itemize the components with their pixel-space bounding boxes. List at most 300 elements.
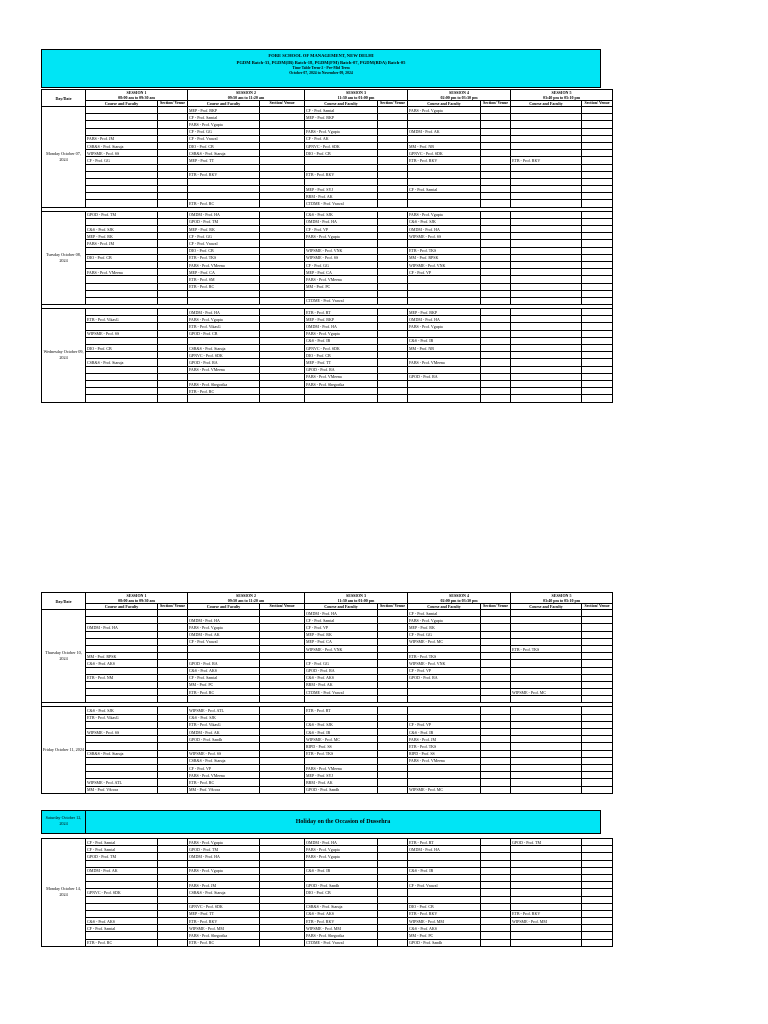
venue-cell bbox=[378, 867, 408, 874]
venue-cell bbox=[481, 750, 511, 757]
course-cell: C&S - Prof. AKS bbox=[305, 910, 378, 917]
venue-cell bbox=[378, 750, 408, 757]
venue-cell bbox=[260, 874, 305, 881]
course-cell bbox=[408, 135, 481, 142]
course-cell bbox=[86, 283, 158, 290]
course-cell bbox=[86, 309, 158, 316]
course-cell: MEP - Prof. BKP bbox=[305, 316, 378, 323]
venue-cell bbox=[260, 689, 305, 696]
course-faculty-header: Course and Faculty bbox=[305, 604, 378, 610]
venue-cell bbox=[260, 714, 305, 721]
course-cell: WIPSME - Prof. VNK bbox=[305, 645, 378, 652]
course-cell: FABS - Prof. Shegorika bbox=[188, 380, 260, 387]
session-name: SESSION 3 bbox=[346, 593, 366, 598]
venue-cell bbox=[582, 128, 613, 135]
venue-cell bbox=[481, 395, 511, 402]
course-cell bbox=[511, 772, 582, 779]
course-cell: CSR&S - Prof. Staruja bbox=[188, 345, 260, 352]
venue-cell bbox=[260, 910, 305, 917]
venue-cell bbox=[158, 121, 188, 128]
venue-cell bbox=[158, 846, 188, 853]
venue-cell bbox=[481, 352, 511, 359]
table-row bbox=[42, 772, 613, 779]
session-time: 02:00 pm to 03:30 pm bbox=[440, 598, 478, 603]
day-date-cell: Tuesday October 08, 2024 bbox=[42, 211, 86, 304]
course-cell: CF - Prof. GG bbox=[86, 157, 158, 164]
venue-cell bbox=[582, 932, 613, 939]
course-cell bbox=[86, 395, 158, 402]
venue-cell bbox=[158, 297, 188, 304]
venue-cell bbox=[378, 107, 408, 114]
venue-cell bbox=[260, 645, 305, 652]
course-cell bbox=[408, 276, 481, 283]
venue-cell bbox=[481, 233, 511, 240]
course-cell bbox=[86, 128, 158, 135]
course-cell bbox=[408, 171, 481, 178]
venue-cell bbox=[481, 696, 511, 703]
course-cell bbox=[511, 667, 582, 674]
venue-cell bbox=[582, 925, 613, 932]
venue-cell bbox=[582, 882, 613, 889]
course-cell: FABS - Prof. VMeena bbox=[188, 366, 260, 373]
venue-cell bbox=[582, 261, 613, 268]
course-cell: OMDM - Prof. HA bbox=[408, 316, 481, 323]
venue-cell bbox=[582, 874, 613, 881]
course-cell: WIPSME - Prof. VNK bbox=[305, 247, 378, 254]
course-cell bbox=[86, 178, 158, 185]
course-cell bbox=[86, 910, 158, 917]
course-cell bbox=[188, 645, 260, 652]
course-cell bbox=[511, 233, 582, 240]
venue-cell bbox=[378, 323, 408, 330]
course-cell: GPOD - Prof. RA bbox=[188, 359, 260, 366]
table-row bbox=[42, 653, 613, 660]
venue-cell bbox=[481, 345, 511, 352]
day-date-cell: Wednesday October 09, 2024 bbox=[42, 309, 86, 402]
course-cell: C&S - Prof. SJK bbox=[188, 714, 260, 721]
section-venue-header: Section/ Venue bbox=[481, 101, 511, 107]
course-cell: GPOD - Prof. Sandh bbox=[408, 939, 481, 946]
venue-cell bbox=[582, 757, 613, 764]
venue-cell bbox=[481, 186, 511, 193]
course-cell bbox=[188, 193, 260, 200]
venue-cell bbox=[582, 135, 613, 142]
course-cell: DIO - Prof. CB bbox=[86, 345, 158, 352]
venue-cell bbox=[158, 757, 188, 764]
venue-cell bbox=[582, 330, 613, 337]
course-cell bbox=[511, 276, 582, 283]
venue-cell bbox=[260, 247, 305, 254]
venue-cell bbox=[158, 660, 188, 667]
venue-cell bbox=[158, 610, 188, 617]
venue-cell bbox=[378, 226, 408, 233]
course-cell bbox=[86, 681, 158, 688]
venue-cell bbox=[481, 193, 511, 200]
venue-cell bbox=[582, 610, 613, 617]
venue-cell bbox=[378, 645, 408, 652]
course-cell bbox=[511, 240, 582, 247]
course-cell bbox=[511, 269, 582, 276]
table-row bbox=[42, 276, 613, 283]
session-name: SESSION 4 bbox=[449, 90, 469, 95]
venue-cell bbox=[582, 359, 613, 366]
day-date-cell: Thursday October 10, 2024 bbox=[42, 610, 86, 703]
course-cell: OMDM - Prof. AK bbox=[188, 631, 260, 638]
course-cell bbox=[511, 721, 582, 728]
venue-cell bbox=[481, 316, 511, 323]
venue-cell bbox=[582, 939, 613, 946]
course-cell: CF - Prof. GG bbox=[188, 233, 260, 240]
table-row bbox=[42, 918, 613, 925]
venue-cell bbox=[481, 330, 511, 337]
table-row bbox=[42, 395, 613, 402]
venue-cell bbox=[582, 297, 613, 304]
course-cell: BRM - Prof. AK bbox=[305, 779, 378, 786]
course-cell bbox=[511, 309, 582, 316]
table-row bbox=[42, 323, 613, 330]
venue-cell bbox=[481, 388, 511, 395]
course-cell: MEP - Prof. TT bbox=[188, 157, 260, 164]
course-cell: CSR&S - Prof. Staruja bbox=[188, 889, 260, 896]
course-cell bbox=[408, 874, 481, 881]
venue-cell bbox=[582, 696, 613, 703]
term-line: Time Table Term-2 - Pre-Mid Term bbox=[292, 66, 350, 70]
venue-cell bbox=[158, 283, 188, 290]
course-cell: MEP - Prof. RK bbox=[86, 233, 158, 240]
table-row bbox=[42, 707, 613, 714]
venue-cell bbox=[481, 772, 511, 779]
venue-cell bbox=[378, 674, 408, 681]
session-time: 03:40 pm to 05:10 pm bbox=[542, 95, 581, 100]
venue-cell bbox=[582, 860, 613, 867]
venue-cell bbox=[260, 839, 305, 846]
course-cell bbox=[511, 743, 582, 750]
section-venue-header: Section/ Venue bbox=[260, 101, 305, 107]
venue-cell bbox=[582, 380, 613, 387]
course-cell: ETB - Prof. TKS bbox=[408, 247, 481, 254]
course-cell bbox=[188, 297, 260, 304]
venue-cell bbox=[260, 617, 305, 624]
venue-cell bbox=[481, 736, 511, 743]
venue-cell bbox=[582, 233, 613, 240]
venue-cell bbox=[158, 114, 188, 121]
course-cell bbox=[86, 121, 158, 128]
table-row bbox=[42, 254, 613, 261]
table-row bbox=[42, 939, 613, 946]
course-cell: FABS - Prof. VMeena bbox=[188, 772, 260, 779]
venue-cell bbox=[158, 269, 188, 276]
venue-cell bbox=[378, 653, 408, 660]
course-cell: FABS - Prof. Vgupta bbox=[408, 323, 481, 330]
venue-cell bbox=[582, 910, 613, 917]
venue-cell bbox=[260, 345, 305, 352]
course-cell: OMDM - Prof. HA bbox=[188, 617, 260, 624]
venue-cell bbox=[481, 903, 511, 910]
day-date-cell: Monday October 07, 2024 bbox=[42, 107, 86, 208]
course-cell bbox=[305, 290, 378, 297]
venue-cell bbox=[378, 853, 408, 860]
course-cell: MEP - Prof. BKP bbox=[408, 309, 481, 316]
venue-cell bbox=[481, 380, 511, 387]
course-cell bbox=[511, 373, 582, 380]
venue-cell bbox=[158, 150, 188, 157]
venue-cell bbox=[481, 674, 511, 681]
session-header bbox=[188, 90, 305, 101]
course-cell: CF - Prof. Vrawal bbox=[188, 240, 260, 247]
venue-cell bbox=[158, 638, 188, 645]
course-cell bbox=[408, 297, 481, 304]
table-row bbox=[42, 240, 613, 247]
course-cell bbox=[408, 114, 481, 121]
venue-cell bbox=[158, 743, 188, 750]
venue-cell bbox=[582, 645, 613, 652]
venue-cell bbox=[158, 323, 188, 330]
venue-cell bbox=[481, 889, 511, 896]
course-cell: FABS - Prof. JM bbox=[86, 240, 158, 247]
venue-cell bbox=[260, 316, 305, 323]
session-name: SESSION 3 bbox=[346, 90, 366, 95]
course-cell: GPNVC - Prof. SDK bbox=[188, 903, 260, 910]
table-row bbox=[42, 721, 613, 728]
course-cell: BRM - Prof. AK bbox=[305, 193, 378, 200]
course-cell bbox=[511, 764, 582, 771]
venue-cell bbox=[582, 786, 613, 793]
venue-cell bbox=[158, 352, 188, 359]
course-cell: ETB - Prof. RKV bbox=[188, 171, 260, 178]
venue-cell bbox=[378, 757, 408, 764]
course-cell: FABS - Prof. Vgupta bbox=[408, 107, 481, 114]
venue-cell bbox=[260, 707, 305, 714]
timetable-week-part-2 bbox=[41, 592, 613, 794]
venue-cell bbox=[481, 653, 511, 660]
venue-cell bbox=[260, 193, 305, 200]
venue-cell bbox=[158, 910, 188, 917]
venue-cell bbox=[582, 337, 613, 344]
venue-cell bbox=[378, 121, 408, 128]
section-venue-header: Section/ Venue bbox=[158, 101, 188, 107]
course-cell: ETB - Prof. SM bbox=[188, 276, 260, 283]
venue-cell bbox=[481, 721, 511, 728]
venue-cell bbox=[582, 779, 613, 786]
venue-cell bbox=[260, 150, 305, 157]
venue-cell bbox=[582, 867, 613, 874]
course-cell: MEP - Prof. CA bbox=[188, 269, 260, 276]
course-cell: MEP - Prof. SYJ bbox=[305, 186, 378, 193]
section-venue-header: Section/ Venue bbox=[378, 604, 408, 610]
section-venue-header: Section/ Venue bbox=[158, 604, 188, 610]
table-row bbox=[42, 867, 613, 874]
course-cell bbox=[86, 631, 158, 638]
course-cell: BRM - Prof. AK bbox=[305, 681, 378, 688]
course-cell bbox=[86, 380, 158, 387]
course-cell: DIO - Prof. CB bbox=[86, 254, 158, 261]
venue-cell bbox=[158, 667, 188, 674]
course-faculty-header: Course and Faculty bbox=[188, 101, 260, 107]
holiday-banner bbox=[41, 810, 601, 834]
table-row bbox=[42, 846, 613, 853]
course-cell: C&S - Prof. AKS bbox=[86, 660, 158, 667]
session-time: 11:30 am to 01:00 pm bbox=[337, 95, 375, 100]
venue-cell bbox=[260, 667, 305, 674]
course-cell bbox=[408, 193, 481, 200]
venue-cell bbox=[582, 276, 613, 283]
venue-cell bbox=[158, 903, 188, 910]
venue-cell bbox=[481, 896, 511, 903]
table-row bbox=[42, 617, 613, 624]
course-cell: C&S - Prof. IB bbox=[408, 729, 481, 736]
course-cell bbox=[408, 164, 481, 171]
venue-cell bbox=[582, 729, 613, 736]
course-cell: GPOD - Prof. CB bbox=[188, 330, 260, 337]
venue-cell bbox=[378, 839, 408, 846]
course-cell: CF - Prof. Vrawal bbox=[188, 135, 260, 142]
venue-cell bbox=[481, 309, 511, 316]
venue-cell bbox=[378, 388, 408, 395]
venue-cell bbox=[158, 736, 188, 743]
table-row bbox=[42, 330, 613, 337]
venue-cell bbox=[378, 164, 408, 171]
venue-cell bbox=[260, 846, 305, 853]
venue-cell bbox=[260, 757, 305, 764]
course-cell: CF - Prof. GG bbox=[305, 261, 378, 268]
venue-cell bbox=[481, 714, 511, 721]
venue-cell bbox=[481, 925, 511, 932]
venue-cell bbox=[481, 337, 511, 344]
venue-cell bbox=[582, 373, 613, 380]
session-header bbox=[305, 90, 408, 101]
venue-cell bbox=[260, 750, 305, 757]
course-cell bbox=[188, 178, 260, 185]
course-cell bbox=[511, 631, 582, 638]
venue-cell bbox=[481, 839, 511, 846]
venue-cell bbox=[582, 186, 613, 193]
venue-cell bbox=[481, 882, 511, 889]
course-faculty-header: Course and Faculty bbox=[86, 604, 158, 610]
course-cell: CF - Prof. Vrawal bbox=[188, 638, 260, 645]
course-cell bbox=[188, 696, 260, 703]
venue-cell bbox=[260, 164, 305, 171]
course-cell bbox=[511, 171, 582, 178]
course-cell: ETB - Prof. RKV bbox=[511, 157, 582, 164]
venue-cell bbox=[481, 150, 511, 157]
course-cell: DIO - Prof. CB bbox=[188, 142, 260, 149]
table-row bbox=[42, 150, 613, 157]
venue-cell bbox=[481, 157, 511, 164]
course-cell bbox=[511, 388, 582, 395]
section-venue-header: Section/ Venue bbox=[481, 604, 511, 610]
course-cell: FABS - Prof. VMeena bbox=[188, 261, 260, 268]
venue-cell bbox=[260, 388, 305, 395]
venue-cell bbox=[378, 874, 408, 881]
venue-cell bbox=[481, 366, 511, 373]
session-name: SESSION 2 bbox=[236, 90, 256, 95]
venue-cell bbox=[158, 107, 188, 114]
venue-cell bbox=[481, 939, 511, 946]
table-row bbox=[42, 757, 613, 764]
table-row bbox=[42, 211, 613, 218]
course-cell: MEP - Prof. CA bbox=[305, 638, 378, 645]
course-cell bbox=[188, 290, 260, 297]
venue-cell bbox=[378, 193, 408, 200]
course-cell bbox=[305, 653, 378, 660]
course-cell bbox=[408, 366, 481, 373]
course-cell: FABS - Prof. Vgupta bbox=[188, 316, 260, 323]
venue-cell bbox=[260, 178, 305, 185]
venue-cell bbox=[378, 366, 408, 373]
venue-cell bbox=[378, 218, 408, 225]
course-cell bbox=[86, 721, 158, 728]
course-cell: WIPSME - Prof. SS bbox=[86, 150, 158, 157]
venue-cell bbox=[378, 211, 408, 218]
venue-cell bbox=[158, 860, 188, 867]
course-cell: GPOD - Prof. TM bbox=[86, 211, 158, 218]
course-faculty-header: Course and Faculty bbox=[188, 604, 260, 610]
course-cell bbox=[511, 316, 582, 323]
table-row bbox=[42, 107, 613, 114]
course-cell: FABS - Prof. Shegorika bbox=[305, 380, 378, 387]
course-cell bbox=[511, 889, 582, 896]
venue-cell bbox=[260, 896, 305, 903]
course-cell: WIPSME - Prof. MC bbox=[511, 689, 582, 696]
venue-cell bbox=[158, 186, 188, 193]
venue-cell bbox=[260, 764, 305, 771]
venue-cell bbox=[260, 226, 305, 233]
venue-cell bbox=[582, 309, 613, 316]
venue-cell bbox=[481, 610, 511, 617]
venue-cell bbox=[378, 316, 408, 323]
venue-cell bbox=[158, 932, 188, 939]
course-cell: CF - Prof. Samtal bbox=[188, 114, 260, 121]
venue-cell bbox=[378, 290, 408, 297]
course-cell bbox=[408, 290, 481, 297]
table-row bbox=[42, 714, 613, 721]
venue-cell bbox=[582, 150, 613, 157]
venue-cell bbox=[260, 261, 305, 268]
venue-cell bbox=[582, 178, 613, 185]
course-cell bbox=[511, 853, 582, 860]
table-row bbox=[42, 743, 613, 750]
venue-cell bbox=[582, 707, 613, 714]
course-cell bbox=[86, 218, 158, 225]
course-cell bbox=[408, 779, 481, 786]
venue-cell bbox=[260, 142, 305, 149]
course-cell bbox=[511, 779, 582, 786]
course-cell bbox=[305, 395, 378, 402]
course-faculty-header: Course and Faculty bbox=[511, 101, 582, 107]
table-row bbox=[42, 218, 613, 225]
course-cell: ETB - Prof. VikasG bbox=[188, 323, 260, 330]
course-cell bbox=[511, 128, 582, 135]
venue-cell bbox=[158, 395, 188, 402]
course-cell bbox=[511, 290, 582, 297]
venue-cell bbox=[260, 269, 305, 276]
table-row bbox=[42, 889, 613, 896]
venue-cell bbox=[158, 624, 188, 631]
course-cell bbox=[86, 874, 158, 881]
venue-cell bbox=[158, 714, 188, 721]
venue-cell bbox=[260, 631, 305, 638]
venue-cell bbox=[378, 882, 408, 889]
venue-cell bbox=[158, 388, 188, 395]
venue-cell bbox=[158, 874, 188, 881]
course-cell: MEP - Prof. RK bbox=[305, 631, 378, 638]
course-cell: MM - Prof. PC bbox=[305, 283, 378, 290]
venue-cell bbox=[378, 918, 408, 925]
timetable-week-part-3 bbox=[41, 838, 613, 947]
course-cell: RIPD - Prof. SS bbox=[408, 750, 481, 757]
venue-cell bbox=[481, 114, 511, 121]
venue-cell bbox=[260, 352, 305, 359]
